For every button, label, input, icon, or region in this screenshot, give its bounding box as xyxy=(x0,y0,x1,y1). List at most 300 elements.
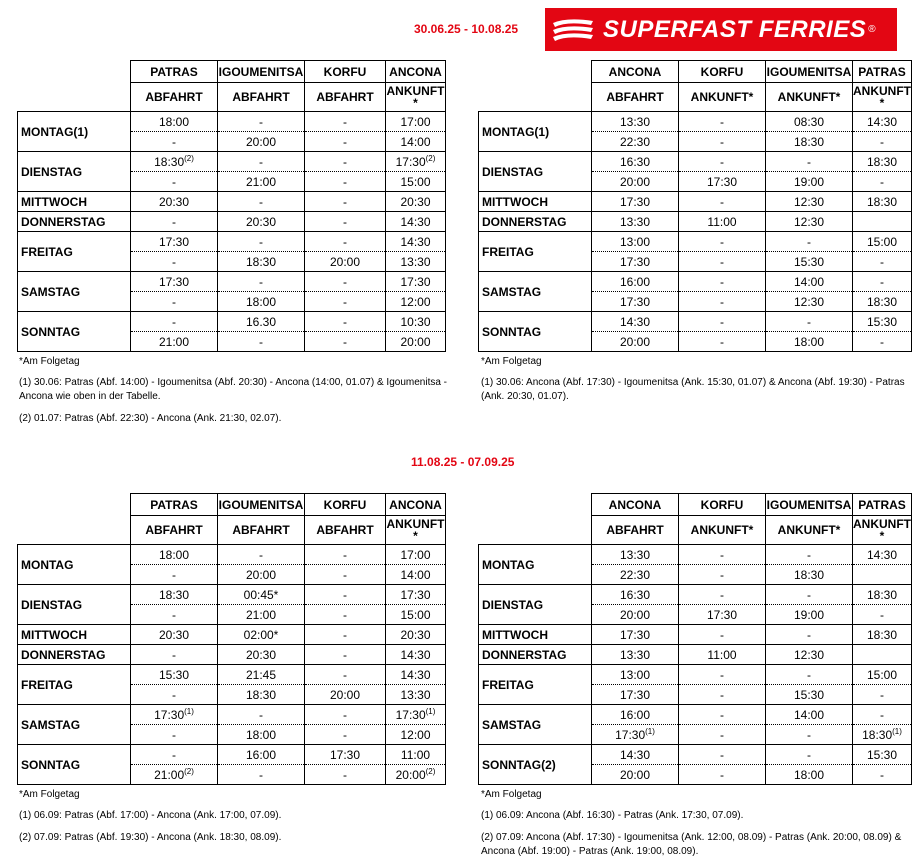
time-cell: - xyxy=(305,292,386,312)
time-cell: 20:00 xyxy=(386,332,446,352)
time-cell: 18:30 xyxy=(853,585,912,605)
time-cell: - xyxy=(853,605,912,625)
time-cell: 16:00 xyxy=(592,272,679,292)
time-cell: 20:00 xyxy=(592,172,679,192)
port-header: PATRAS xyxy=(853,61,912,83)
port-header: ANCONA xyxy=(592,61,679,83)
port-header: PATRAS xyxy=(131,494,218,516)
time-cell: 13:00 xyxy=(592,232,679,252)
time-cell: - xyxy=(853,332,912,352)
time-cell: 13:30 xyxy=(386,685,446,705)
time-cell: 14:00 xyxy=(386,132,446,152)
time-cell: 16:30 xyxy=(592,585,679,605)
time-cell: 11:00 xyxy=(679,645,766,665)
direction-header: ANKUNFT* xyxy=(679,83,766,112)
time-cell: 20:00 xyxy=(592,765,679,785)
time-cell: 17:30 xyxy=(131,232,218,252)
direction-header: ANKUNFT * xyxy=(386,84,445,110)
time-cell: 12:30 xyxy=(766,212,853,232)
port-header: IGOUMENITSA xyxy=(766,494,853,516)
schedule-table xyxy=(17,493,446,785)
day-label: SAMSTAG xyxy=(18,272,131,312)
time-cell: 17:30 xyxy=(679,172,766,192)
time-cell: 17:30$^{(1)}$ xyxy=(592,725,679,745)
notes-period1-outbound xyxy=(19,355,449,434)
time-cell: 17:30$^{(2)}$ xyxy=(386,152,446,172)
time-cell: - xyxy=(131,312,218,332)
corner-blank xyxy=(18,83,131,112)
time-cell: - xyxy=(679,705,766,725)
time-cell: - xyxy=(853,705,912,725)
table-row xyxy=(18,625,446,645)
day-label: DONNERSTAG xyxy=(479,645,592,665)
time-cell: 15:30 xyxy=(766,252,853,272)
table-row xyxy=(479,212,912,232)
day-label: SAMSTAG xyxy=(479,272,592,312)
port-header: ANCONA xyxy=(592,494,679,516)
day-label: FREITAG xyxy=(479,232,592,272)
day-label: MITTWOCH xyxy=(479,192,592,212)
time-cell: 21:00$^{(2)}$ xyxy=(131,765,218,785)
footnote: (1) 30.06: Ancona (Abf. 17:30) - Igoumenitsa (Ank. 15:30, 01.07) & Ancona (Abf. 19:30) - Patras (Ank. 20:30, 01.07). xyxy=(481,377,905,402)
direction-header: ANKUNFT * xyxy=(853,84,911,110)
time-cell: 20:00 xyxy=(592,332,679,352)
day-label: DIENSTAG xyxy=(18,585,131,625)
port-header: KORFU xyxy=(305,494,386,516)
time-cell: - xyxy=(853,685,912,705)
corner-blank xyxy=(18,516,131,545)
time-cell: - xyxy=(679,725,766,745)
time-cell: 14:30 xyxy=(853,112,912,132)
time-cell: 15:30 xyxy=(766,685,853,705)
table-row xyxy=(479,665,912,685)
time-cell xyxy=(853,645,912,665)
table-row xyxy=(18,705,446,725)
direction-header: ANKUNFT * xyxy=(853,517,911,543)
direction-header: ABFAHRT xyxy=(131,83,218,112)
time-cell: - xyxy=(305,132,386,152)
time-cell: 20:00 xyxy=(305,685,386,705)
time-cell: 20:00$^{(2)}$ xyxy=(386,765,446,785)
time-cell: 18:30 xyxy=(218,685,305,705)
time-cell: 20:30 xyxy=(386,625,446,645)
time-cell: - xyxy=(218,765,305,785)
time-cell: - xyxy=(766,665,853,685)
port-header: KORFU xyxy=(679,494,766,516)
time-cell: 17:30 xyxy=(305,745,386,765)
table-row xyxy=(479,192,912,212)
time-cell: - xyxy=(679,585,766,605)
time-cell: - xyxy=(305,212,386,232)
notes-period2-outbound xyxy=(19,788,449,853)
time-cell: 17:30 xyxy=(679,605,766,625)
time-cell: - xyxy=(218,112,305,132)
table-row xyxy=(479,272,912,292)
time-cell: - xyxy=(853,272,912,292)
time-cell: 14:30 xyxy=(386,232,446,252)
time-cell: - xyxy=(679,765,766,785)
time-cell: 13:30 xyxy=(386,252,446,272)
time-cell: 18:30 xyxy=(853,292,912,312)
footnote-next-day: *Am Folgetag xyxy=(19,789,80,800)
time-cell: - xyxy=(679,332,766,352)
time-cell: 17:00 xyxy=(386,112,446,132)
time-cell: - xyxy=(679,132,766,152)
time-cell: 17:30 xyxy=(131,272,218,292)
time-cell: 19:00 xyxy=(766,605,853,625)
time-cell: - xyxy=(766,312,853,332)
time-cell: 13:30 xyxy=(592,112,679,132)
time-cell: - xyxy=(305,112,386,132)
time-cell: - xyxy=(218,232,305,252)
time-cell: 18:30 xyxy=(853,192,912,212)
time-cell: - xyxy=(679,545,766,565)
time-cell: - xyxy=(305,332,386,352)
time-cell: 11:00 xyxy=(679,212,766,232)
port-header: IGOUMENITSA xyxy=(766,61,853,83)
time-cell: 17:30 xyxy=(386,272,446,292)
table-row xyxy=(18,665,446,685)
time-cell: - xyxy=(131,725,218,745)
time-cell: - xyxy=(679,685,766,705)
corner-blank xyxy=(18,61,131,83)
time-cell: 18:30$^{(1)}$ xyxy=(853,725,912,745)
port-header: IGOUMENITSA xyxy=(218,494,305,516)
time-cell: - xyxy=(131,565,218,585)
day-label: DONNERSTAG xyxy=(18,212,131,232)
time-cell: 08:30 xyxy=(766,112,853,132)
footnote: (2) 01.07: Patras (Abf. 22:30) - Ancona (Ank. 21:30, 02.07). xyxy=(19,413,282,424)
table-row xyxy=(479,232,912,252)
time-cell: - xyxy=(679,565,766,585)
corner-blank xyxy=(479,516,592,545)
table-row xyxy=(479,585,912,605)
time-cell: 14:00 xyxy=(766,705,853,725)
time-cell: 18:00 xyxy=(131,112,218,132)
time-cell: - xyxy=(853,132,912,152)
direction-header: ABFAHRT xyxy=(218,516,305,545)
time-cell: - xyxy=(766,585,853,605)
footnote-next-day: *Am Folgetag xyxy=(481,789,542,800)
time-cell: 11:00 xyxy=(386,745,446,765)
footnote-next-day: *Am Folgetag xyxy=(481,356,542,367)
time-cell: 17:30 xyxy=(386,585,446,605)
direction-header: ANKUNFT* xyxy=(766,516,853,545)
port-header: IGOUMENITSA xyxy=(218,61,305,83)
day-label: MONTAG xyxy=(479,545,592,585)
time-cell: 20:00 xyxy=(218,132,305,152)
time-cell: - xyxy=(679,625,766,645)
day-label: DONNERSTAG xyxy=(18,645,131,665)
table-row xyxy=(479,152,912,172)
time-cell: 14:00 xyxy=(766,272,853,292)
time-cell: 00:45* xyxy=(218,585,305,605)
day-label: MITTWOCH xyxy=(479,625,592,645)
table-row xyxy=(18,545,446,565)
day-label: SAMSTAG xyxy=(18,705,131,745)
time-cell: - xyxy=(853,765,912,785)
time-cell: 14:30 xyxy=(592,312,679,332)
time-cell: 15:30 xyxy=(131,665,218,685)
table-row xyxy=(18,272,446,292)
schedule-table xyxy=(17,60,446,352)
direction-header: ABFAHRT xyxy=(305,83,386,112)
time-cell: 18:30$^{(2)}$ xyxy=(131,152,218,172)
table-row xyxy=(18,585,446,605)
time-cell: 12:30 xyxy=(766,192,853,212)
table-row xyxy=(18,312,446,332)
table-row xyxy=(479,645,912,665)
time-cell: - xyxy=(131,685,218,705)
time-cell: 22:30 xyxy=(592,132,679,152)
time-cell: 17:30 xyxy=(592,192,679,212)
table-row xyxy=(18,212,446,232)
time-cell: 21:00 xyxy=(218,172,305,192)
time-cell: 21:00 xyxy=(218,605,305,625)
day-label: DIENSTAG xyxy=(479,152,592,192)
time-cell: - xyxy=(131,645,218,665)
table-row xyxy=(18,192,446,212)
time-cell: - xyxy=(305,272,386,292)
direction-header: ABFAHRT xyxy=(131,516,218,545)
time-cell: - xyxy=(305,152,386,172)
time-cell: 16.30 xyxy=(218,312,305,332)
timetable-period1-inbound xyxy=(478,60,912,352)
time-cell: - xyxy=(131,252,218,272)
table-row xyxy=(479,545,912,565)
time-cell: - xyxy=(305,565,386,585)
time-cell: 18:00 xyxy=(131,545,218,565)
time-cell: - xyxy=(679,272,766,292)
time-cell: - xyxy=(853,252,912,272)
footnote: (2) 07.09: Patras (Abf. 19:30) - Ancona (Ank. 18:30, 08.09). xyxy=(19,832,282,843)
schedule-table xyxy=(478,60,912,352)
time-cell: - xyxy=(766,152,853,172)
table-row xyxy=(479,112,912,132)
time-cell: 18:30 xyxy=(853,152,912,172)
time-cell: 17:30 xyxy=(592,625,679,645)
port-header: PATRAS xyxy=(853,494,912,516)
direction-header: ANKUNFT* xyxy=(766,83,853,112)
port-header: PATRAS xyxy=(131,61,218,83)
time-cell: 14:30 xyxy=(386,212,446,232)
time-cell: - xyxy=(679,312,766,332)
time-cell: 12:00 xyxy=(386,292,446,312)
time-cell: - xyxy=(679,112,766,132)
day-label: MONTAG(1) xyxy=(18,112,131,152)
time-cell: - xyxy=(305,725,386,745)
time-cell: 18:00 xyxy=(218,292,305,312)
registered-mark: ® xyxy=(868,24,876,35)
day-label: FREITAG xyxy=(18,232,131,272)
time-cell: - xyxy=(305,172,386,192)
time-cell: 20:30 xyxy=(131,625,218,645)
direction-header: ANKUNFT* xyxy=(679,516,766,545)
table-row xyxy=(479,705,912,725)
schedule-table xyxy=(478,493,912,785)
table-row xyxy=(479,312,912,332)
time-cell: 20:30 xyxy=(131,192,218,212)
time-cell: - xyxy=(679,232,766,252)
day-label: SONNTAG xyxy=(18,312,131,352)
footnote: (1) 06.09: Patras (Abf. 17:00) - Ancona (Ank. 17:00, 07.09). xyxy=(19,810,282,821)
time-cell: - xyxy=(766,232,853,252)
day-label: MONTAG(1) xyxy=(479,112,592,152)
direction-header: ABFAHRT xyxy=(305,516,386,545)
time-cell: - xyxy=(131,172,218,192)
time-cell: - xyxy=(305,645,386,665)
notes-period1-inbound xyxy=(481,355,913,412)
time-cell: - xyxy=(131,292,218,312)
direction-header: ABFAHRT xyxy=(218,83,305,112)
time-cell: 14:30 xyxy=(592,745,679,765)
time-cell: - xyxy=(679,292,766,312)
time-cell: 17:00 xyxy=(386,545,446,565)
time-cell: - xyxy=(218,705,305,725)
direction-header: ANKUNFT * xyxy=(386,517,445,543)
day-label: MITTWOCH xyxy=(18,192,131,212)
time-cell: - xyxy=(131,132,218,152)
time-cell: - xyxy=(305,312,386,332)
time-cell: 20:30 xyxy=(218,212,305,232)
day-label: MONTAG xyxy=(18,545,131,585)
table-row xyxy=(18,232,446,252)
time-cell: - xyxy=(131,212,218,232)
timetable-period2-outbound xyxy=(17,493,446,785)
time-cell: 12:30 xyxy=(766,292,853,312)
time-cell: 20:30 xyxy=(218,645,305,665)
time-cell: 14:30 xyxy=(386,665,446,685)
day-label: MITTWOCH xyxy=(18,625,131,645)
time-cell: 21:45 xyxy=(218,665,305,685)
table-row xyxy=(18,112,446,132)
time-cell: 15:00 xyxy=(853,665,912,685)
time-cell: 20:30 xyxy=(386,192,446,212)
time-cell: 10:30 xyxy=(386,312,446,332)
time-cell: 15:00 xyxy=(386,172,446,192)
day-label: SONNTAG xyxy=(479,312,592,352)
time-cell: - xyxy=(766,725,853,745)
time-cell: 13:00 xyxy=(592,665,679,685)
time-cell: - xyxy=(305,765,386,785)
corner-blank xyxy=(18,494,131,516)
port-header: KORFU xyxy=(305,61,386,83)
corner-blank xyxy=(479,494,592,516)
day-label: DONNERSTAG xyxy=(479,212,592,232)
time-cell: 17:30$^{(1)}$ xyxy=(386,705,446,725)
time-cell: - xyxy=(305,625,386,645)
time-cell: - xyxy=(679,192,766,212)
footnote-next-day: *Am Folgetag xyxy=(19,356,80,367)
time-cell: - xyxy=(766,745,853,765)
time-cell: 15:00 xyxy=(853,232,912,252)
time-cell: - xyxy=(305,232,386,252)
table-row xyxy=(18,152,446,172)
time-cell: - xyxy=(305,192,386,212)
time-cell: - xyxy=(218,332,305,352)
table-row xyxy=(18,745,446,765)
period-heading-1: 30.06.25 - 10.08.25 xyxy=(414,22,519,36)
time-cell: 13:30 xyxy=(592,645,679,665)
time-cell: 21:00 xyxy=(131,332,218,352)
time-cell: - xyxy=(305,705,386,725)
time-cell: 20:00 xyxy=(305,252,386,272)
time-cell: - xyxy=(766,545,853,565)
time-cell: 13:30 xyxy=(592,545,679,565)
direction-header: ABFAHRT xyxy=(592,83,679,112)
time-cell: 20:00 xyxy=(592,605,679,625)
time-cell: 15:00 xyxy=(386,605,446,625)
time-cell: - xyxy=(305,605,386,625)
notes-period2-inbound xyxy=(481,788,913,867)
time-cell: - xyxy=(305,585,386,605)
time-cell: - xyxy=(305,545,386,565)
time-cell: 14:30 xyxy=(853,545,912,565)
time-cell: - xyxy=(679,252,766,272)
time-cell: 18:00 xyxy=(766,332,853,352)
time-cell: 12:30 xyxy=(766,645,853,665)
time-cell: 20:00 xyxy=(218,565,305,585)
time-cell: 16:30 xyxy=(592,152,679,172)
day-label: FREITAG xyxy=(18,665,131,705)
superfast-ferries-logo xyxy=(545,8,897,51)
time-cell: - xyxy=(305,665,386,685)
port-header: KORFU xyxy=(679,61,766,83)
table-row xyxy=(479,625,912,645)
table-row xyxy=(479,745,912,765)
footnote: (2) 07.09: Ancona (Abf. 17:30) - Igoumenitsa (Ank. 12:00, 08.09) - Patras (Ank. 20:00, 08.09) & Ancona (Abf. 19:00) - Patras (Ank. 19:00, 08.09). xyxy=(481,832,902,857)
ferry-wave-icon xyxy=(551,15,595,45)
timetable-period2-inbound xyxy=(478,493,912,785)
time-cell: 18:30 xyxy=(853,625,912,645)
time-cell: 14:30 xyxy=(386,645,446,665)
time-cell: 02:00* xyxy=(218,625,305,645)
table-row xyxy=(18,645,446,665)
time-cell: - xyxy=(218,152,305,172)
direction-header: ABFAHRT xyxy=(592,516,679,545)
time-cell: 18:30 xyxy=(218,252,305,272)
timetable-period1-outbound xyxy=(17,60,446,352)
time-cell: 22:30 xyxy=(592,565,679,585)
day-label: SONNTAG xyxy=(18,745,131,785)
time-cell: - xyxy=(131,745,218,765)
time-cell: 17:30$^{(1)}$ xyxy=(131,705,218,725)
day-label: SONNTAG(2) xyxy=(479,745,592,785)
time-cell: - xyxy=(679,745,766,765)
time-cell: 13:30 xyxy=(592,212,679,232)
day-label: DIENSTAG xyxy=(479,585,592,625)
day-label: DIENSTAG xyxy=(18,152,131,192)
time-cell: - xyxy=(131,605,218,625)
time-cell: 18:30 xyxy=(766,565,853,585)
time-cell: 17:30 xyxy=(592,685,679,705)
footnote: (1) 06.09: Ancona (Abf. 16:30) - Patras (Ank. 17:30, 07.09). xyxy=(481,810,744,821)
time-cell: 18:30 xyxy=(766,132,853,152)
footnote: (1) 30.06: Patras (Abf. 14:00) - Igoumenitsa (Abf. 20:30) - Ancona (14:00, 01.07) & Igoumenitsa - Ancona wie oben in der Tabelle. xyxy=(19,377,448,402)
time-cell: 17:30 xyxy=(592,292,679,312)
port-header: ANCONA xyxy=(386,494,446,516)
time-cell: - xyxy=(218,192,305,212)
day-label: SAMSTAG xyxy=(479,705,592,745)
time-cell xyxy=(853,212,912,232)
time-cell: - xyxy=(853,172,912,192)
time-cell: 16:00 xyxy=(592,705,679,725)
time-cell: - xyxy=(679,665,766,685)
brand-name: SUPERFAST FERRIES xyxy=(603,15,867,43)
time-cell: 18:00 xyxy=(218,725,305,745)
time-cell: 14:00 xyxy=(386,565,446,585)
time-cell: 12:00 xyxy=(386,725,446,745)
